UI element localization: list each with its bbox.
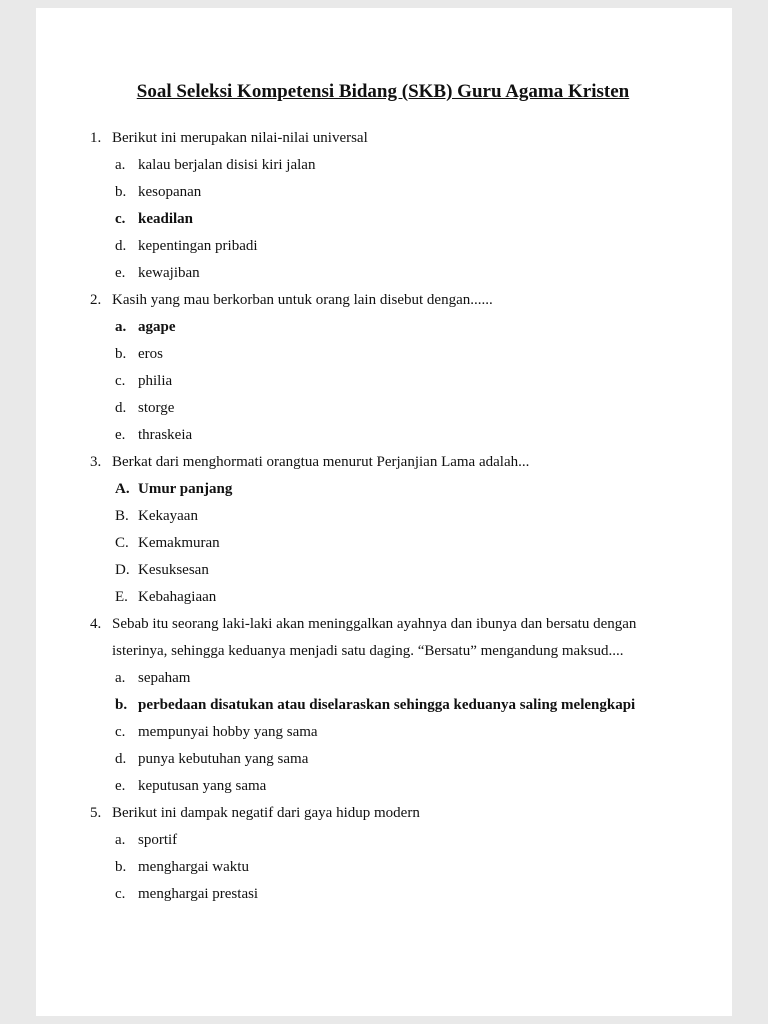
option-row — [90, 557, 676, 584]
option-label: d. — [115, 400, 127, 416]
option-text: sportif — [138, 832, 178, 848]
question-number: 3. — [90, 454, 102, 470]
question-block — [90, 800, 676, 827]
option-text: kewajiban — [138, 265, 200, 281]
option-label: E. — [115, 589, 128, 605]
question-block — [90, 125, 676, 152]
option-text: perbedaan disatukan atau diselaraskan sehingga keduanya saling melengkapi — [138, 697, 636, 713]
question-text: Sebab itu seorang laki-laki akan meninggalkan ayahnya dan ibunya dan bersatu dengan isterinya, sehingga keduanya menjadi satu daging. “Bersatu” mengandung maksud.... — [112, 616, 637, 659]
option-label: c. — [115, 886, 126, 902]
option-text: eros — [138, 346, 163, 362]
option-text: Umur panjang — [138, 481, 233, 497]
question-number: 2. — [90, 292, 102, 308]
option-label: e. — [115, 778, 126, 794]
option-label: a. — [115, 832, 126, 848]
question-text: Kasih yang mau berkorban untuk orang lain disebut dengan...... — [112, 292, 493, 308]
option-row — [90, 503, 676, 530]
option-row — [90, 179, 676, 206]
option-label: a. — [115, 319, 127, 335]
option-label: C. — [115, 535, 129, 551]
option-text: Kemakmuran — [138, 535, 220, 551]
option-row — [90, 881, 676, 908]
question-number: 1. — [90, 130, 102, 146]
option-row — [90, 476, 676, 503]
questions — [90, 125, 676, 908]
option-text: agape — [138, 319, 176, 335]
question-block — [90, 449, 676, 476]
option-text: menghargai waktu — [138, 859, 249, 875]
option-text: philia — [138, 373, 173, 389]
option-row — [90, 422, 676, 449]
option-text: menghargai prestasi — [138, 886, 259, 902]
question-block — [90, 611, 676, 665]
option-row — [90, 827, 676, 854]
option-label: c. — [115, 211, 126, 227]
question-number: 5. — [90, 805, 102, 821]
option-text: keputusan yang sama — [138, 778, 267, 794]
question-text: Berikut ini dampak negatif dari gaya hidup modern — [112, 805, 420, 821]
option-label: A. — [115, 481, 130, 497]
option-row — [90, 584, 676, 611]
option-label: b. — [115, 346, 127, 362]
option-label: d. — [115, 751, 127, 767]
option-row — [90, 854, 676, 881]
option-label: a. — [115, 670, 126, 686]
option-label: a. — [115, 157, 126, 173]
option-label: b. — [115, 697, 128, 713]
option-label: c. — [115, 373, 126, 389]
option-label: e. — [115, 265, 126, 281]
option-row — [90, 152, 676, 179]
option-text: Kesuksesan — [138, 562, 209, 578]
option-row — [90, 530, 676, 557]
option-label: d. — [115, 238, 127, 254]
document-title: Soal Seleksi Kompetensi Bidang (SKB) Guru Agama Kristen — [136, 81, 630, 102]
question-text: Berikut ini merupakan nilai-nilai universal — [112, 130, 368, 146]
option-label: b. — [115, 859, 127, 875]
option-row — [90, 746, 676, 773]
question-block — [90, 287, 676, 314]
option-text: Kebahagiaan — [138, 589, 217, 605]
option-row — [90, 773, 676, 800]
option-row — [90, 368, 676, 395]
option-row — [90, 719, 676, 746]
option-label: D. — [115, 562, 130, 578]
option-text: storge — [138, 400, 175, 416]
question-text: Berkat dari menghormati orangtua menurut Perjanjian Lama adalah... — [112, 454, 530, 470]
option-row — [90, 341, 676, 368]
option-text: kepentingan pribadi — [138, 238, 258, 254]
option-label: e. — [115, 427, 126, 443]
document-page — [36, 8, 732, 1016]
option-text: Kekayaan — [138, 508, 198, 524]
option-label: b. — [115, 184, 127, 200]
option-text: mempunyai hobby yang sama — [138, 724, 318, 740]
option-text: kesopanan — [138, 184, 202, 200]
option-text: keadilan — [138, 211, 194, 227]
option-text: thraskeia — [138, 427, 193, 443]
option-label: B. — [115, 508, 129, 524]
option-row — [90, 206, 676, 233]
option-text: kalau berjalan disisi kiri jalan — [138, 157, 316, 173]
option-text: punya kebutuhan yang sama — [138, 751, 309, 767]
option-label: c. — [115, 724, 126, 740]
option-row — [90, 233, 676, 260]
question-number: 4. — [90, 616, 102, 632]
option-text: sepaham — [138, 670, 191, 686]
option-row — [90, 692, 676, 719]
option-row — [90, 314, 676, 341]
option-row — [90, 395, 676, 422]
option-row — [90, 665, 676, 692]
option-row — [90, 260, 676, 287]
